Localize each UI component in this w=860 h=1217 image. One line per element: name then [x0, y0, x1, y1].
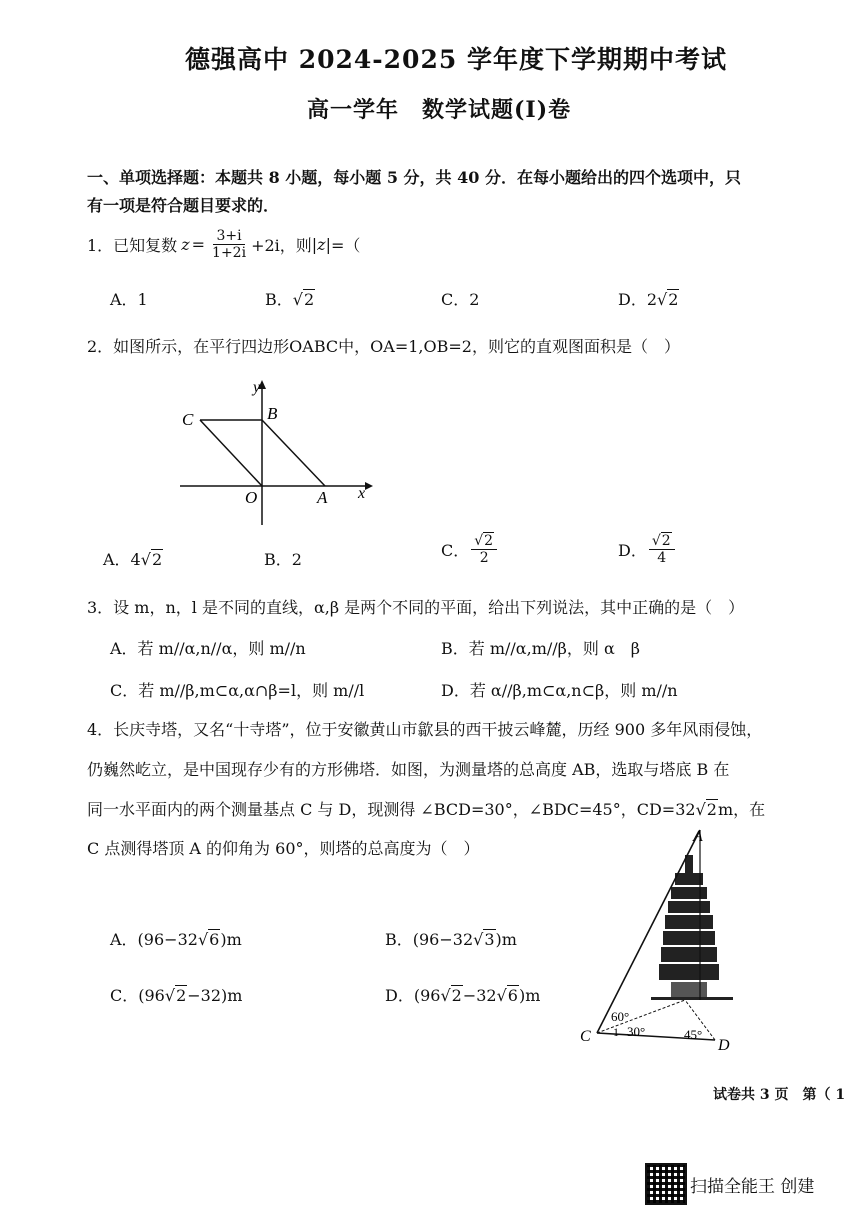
- q4-option-a: A．(96−32√6)m: [110, 930, 242, 949]
- q1-z: z: [181, 235, 190, 255]
- q1-numerator: 3+i: [213, 228, 244, 245]
- label-o: O: [245, 488, 258, 507]
- section-instruction-line2: 有一项是符合题目要求的．: [87, 196, 280, 215]
- question-2: 2．如图所示，在平行四边形OABC中，OA=1,OB=2，则它的直观图面积是（ ）: [87, 337, 680, 356]
- qr-code-icon: [645, 1163, 687, 1205]
- question-4-line4: C 点测得塔顶 A 的仰角为 60°，则塔的总高度为（ ）: [87, 839, 480, 858]
- angle-30: 30°: [627, 1024, 646, 1039]
- angle-45: 45°: [684, 1027, 703, 1042]
- q1-option-a: A．1: [110, 290, 148, 309]
- q1-pre: 1．已知复数: [87, 236, 178, 256]
- q1-fraction: [209, 228, 249, 261]
- edge-ba: [262, 420, 325, 486]
- pagoda-figure: [575, 825, 750, 1060]
- q3-option-b: B．若 m//α,m//β，则 α β: [441, 639, 641, 658]
- q1-abs: |z|: [311, 235, 331, 255]
- q2-option-b: B．2: [264, 550, 302, 569]
- q1-eq: =: [191, 235, 206, 255]
- question-1: [87, 228, 360, 261]
- edge-co: [200, 420, 262, 486]
- q4-option-d: D．(96√2−32√6)m: [385, 986, 541, 1005]
- exam-subtitle: 高一学年 数学试题(I)卷: [307, 97, 572, 123]
- q2-option-c: C． $\frac{√2}{2}$: [441, 533, 499, 566]
- q4-option-c: C．(96√2−32)m: [110, 986, 243, 1005]
- q1-end: =（: [331, 236, 361, 256]
- q1-option-c: C．2: [441, 290, 480, 309]
- q3-option-a: A．若 m//α,n//α，则 m//n: [110, 639, 306, 658]
- pagoda-icon: [651, 855, 733, 1000]
- label-b: B: [267, 404, 278, 423]
- q1-denominator: 1+2i: [212, 245, 247, 262]
- parallelogram-figure: [175, 375, 375, 530]
- page-count: 试卷共 3 页 第（ 1: [713, 1087, 846, 1103]
- label-x: x: [358, 485, 366, 502]
- q1-option-b: B．√2: [265, 290, 315, 309]
- label-one: 1: [613, 1025, 619, 1039]
- label-y: y: [253, 379, 261, 396]
- q1-option-d: D．2√2: [618, 290, 679, 309]
- exam-title: 德强高中 2024-2025 学年度下学期期中考试: [185, 45, 727, 74]
- q1-post: +2i，则: [251, 236, 312, 256]
- q2-option-a: A．4√2: [103, 550, 163, 569]
- label-c: C: [182, 410, 194, 429]
- scanner-brand: 扫描全能王 创建: [690, 1177, 815, 1197]
- q3-option-c: C．若 m//β,m⊂α,α∩β=l，则 m//l: [110, 681, 365, 700]
- section-instruction-line1: 一、单项选择题：本题共 8 小题，每小题 5 分，共 40 分．在每小题给出的四个选项中，只: [87, 168, 741, 187]
- question-4-line3: 同一水平面内的两个测量基点 C 与 D，现测得 ∠BCD=30°，∠BDC=45°，CD=32√2m，在: [87, 800, 766, 819]
- label-a: A: [317, 488, 328, 507]
- question-4-line1: 4．长庆寺塔，又名“十寺塔”，位于安徽黄山市歙县的西干披云峰麓，历经 900 多年风雨侵蚀，: [87, 720, 763, 739]
- q4-option-b: B．(96−32√3)m: [385, 930, 517, 949]
- label-c: C: [580, 1028, 591, 1045]
- question-4-line2: 仍巍然屹立，是中国现存少有的方形佛塔．如图，为测量塔的总高度 AB，选取与塔底 B 在: [87, 760, 730, 779]
- label-a: A: [693, 828, 703, 845]
- angle-60: 60°: [611, 1009, 630, 1024]
- x-axis-arrow: [365, 482, 373, 490]
- label-d: D: [718, 1037, 730, 1054]
- q3-option-d: D．若 α//β,m⊂α,n⊂β，则 m//n: [441, 681, 678, 700]
- question-3: 3．设 m，n，l 是不同的直线，α,β 是两个不同的平面，给出下列说法，其中正确的是（ ）: [87, 598, 745, 617]
- q2-option-d: D． $\frac{√2}{4}$: [618, 533, 677, 566]
